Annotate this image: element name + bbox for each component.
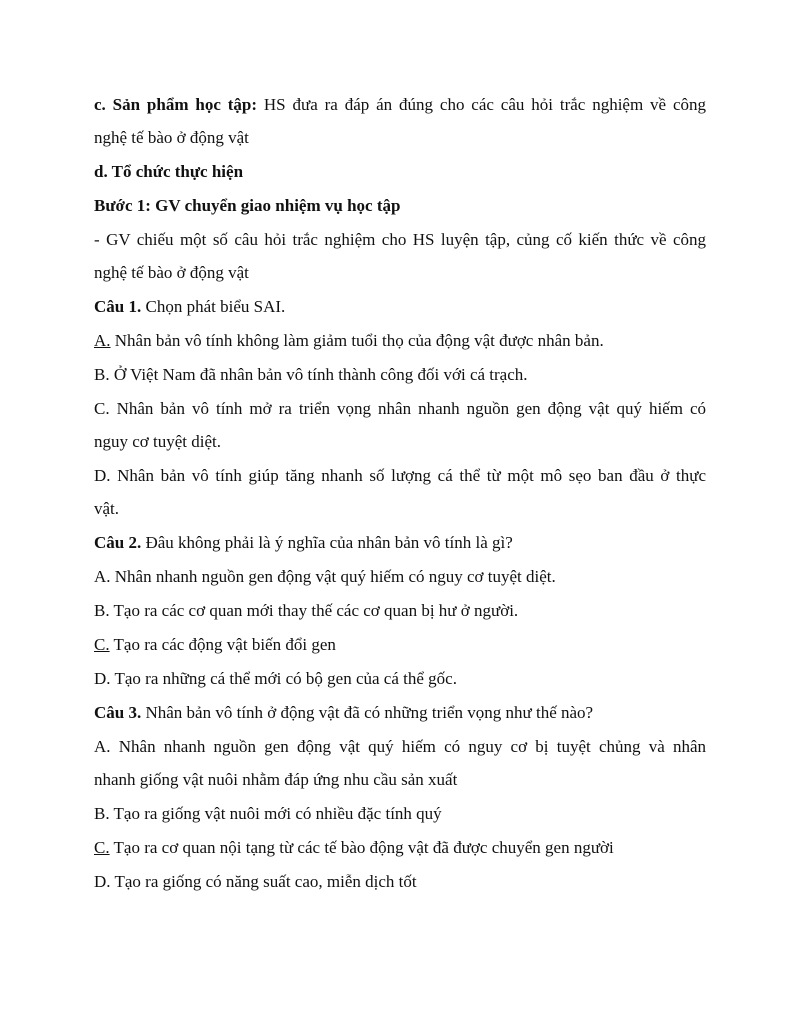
question-3-label: Câu 3. (94, 703, 142, 722)
q1-option-c-letter: C. (94, 399, 110, 418)
q2-option-b-text: Tạo ra các cơ quan mới thay thế các cơ quan bị hư ở người. (109, 601, 519, 620)
q3-option-d-text: Tạo ra giống có năng suất cao, miễn dịch tốt (110, 872, 417, 891)
question-2-label: Câu 2. (94, 533, 142, 552)
question-1 (94, 296, 706, 330)
q2-option-a-text: Nhân nhanh nguồn gen động vật quý hiếm có nguy cơ tuyệt diệt. (110, 567, 556, 586)
question-3-text: Nhân bản vô tính ở động vật đã có những triển vọng như thế nào? (145, 703, 594, 722)
q3-option-b (94, 803, 706, 837)
q1-option-d (94, 465, 706, 498)
step-1-heading (94, 195, 706, 229)
q3-option-a-letter: A. (94, 737, 111, 756)
q1-option-d-text: Nhân bản vô tính giúp tăng nhanh số lượng cá thể từ một mô sẹo ban đầu ở thực (110, 466, 706, 485)
q2-option-d-text: Tạo ra những cá thể mới có bộ gen của cá thể gốc. (110, 669, 457, 688)
question-2-text: Đâu không phải là ý nghĩa của nhân bản vô tính là gì? (145, 533, 513, 552)
q1-option-b-letter: B. (94, 365, 110, 384)
q1-option-b (94, 364, 706, 398)
q2-option-a-letter: A. (94, 567, 111, 586)
section-d-label: d. Tổ chức thực hiện (94, 162, 244, 181)
q1-option-a-letter: A. (94, 331, 111, 350)
q3-option-b-letter: B. (94, 804, 110, 823)
q1-option-d-cont: vật. (94, 499, 120, 518)
q3-option-c-letter: C. (94, 838, 110, 857)
step-1-label: Bước 1: GV chuyển giao nhiệm vụ học tập (94, 196, 401, 215)
question-1-text: Chọn phát biểu SAI. (145, 297, 286, 316)
section-d-heading (94, 161, 706, 195)
q3-option-b-text: Tạo ra giống vật nuôi mới có nhiều đặc tính quý (109, 804, 442, 823)
q1-option-b-text: Ở Việt Nam đã nhân bản vô tính thành công đối với cá trạch. (109, 365, 528, 384)
question-1-label: Câu 1. (94, 297, 142, 316)
q2-option-b-letter: B. (94, 601, 110, 620)
document-page (94, 94, 706, 905)
section-c-line-1 (94, 94, 706, 127)
q2-option-c-text: Tạo ra các động vật biến đổi gen (109, 635, 336, 654)
q3-option-c (94, 837, 706, 871)
q3-option-d (94, 871, 706, 905)
q1-option-d-letter: D. (94, 466, 111, 485)
q2-option-b (94, 600, 706, 634)
q3-option-c-text: Tạo ra cơ quan nội tạng từ các tế bào động vật đã được chuyển gen người (109, 838, 614, 857)
question-2 (94, 532, 706, 566)
q1-option-c-text: Nhân bản vô tính mở ra triển vọng nhân nhanh nguồn gen động vật quý hiếm có (109, 399, 706, 418)
q2-option-a (94, 566, 706, 600)
q3-option-a (94, 736, 706, 769)
section-c-label: c. Sản phẩm học tập: (94, 95, 258, 114)
intro-line-2: nghệ tế bào ở động vật (94, 263, 249, 282)
q3-option-a-text: Nhân nhanh nguồn gen động vật quý hiếm có nguy cơ bị tuyệt chủng và nhân (110, 737, 706, 756)
intro-line-1: - GV chiếu một số câu hỏi trắc nghiệm cho HS luyện tập, củng cố kiến thức về công (94, 230, 706, 249)
q2-option-d (94, 668, 706, 702)
q2-option-d-letter: D. (94, 669, 111, 688)
q1-option-a (94, 330, 706, 364)
q1-option-c-cont: nguy cơ tuyệt diệt. (94, 432, 222, 451)
q3-option-d-letter: D. (94, 872, 111, 891)
q2-option-c-letter: C. (94, 635, 110, 654)
section-c-line-2: nghệ tế bào ở động vật (94, 128, 249, 147)
q1-option-c (94, 398, 706, 431)
section-c-text: HS đưa ra đáp án đúng cho các câu hỏi trắc nghiệm về công (263, 95, 707, 114)
question-3 (94, 702, 706, 736)
q1-option-a-text: Nhân bản vô tính không làm giảm tuổi thọ của động vật được nhân bản. (110, 331, 604, 350)
q2-option-c (94, 634, 706, 668)
q3-option-a-cont: nhanh giống vật nuôi nhằm đáp ứng nhu cầu sản xuất (94, 770, 458, 789)
